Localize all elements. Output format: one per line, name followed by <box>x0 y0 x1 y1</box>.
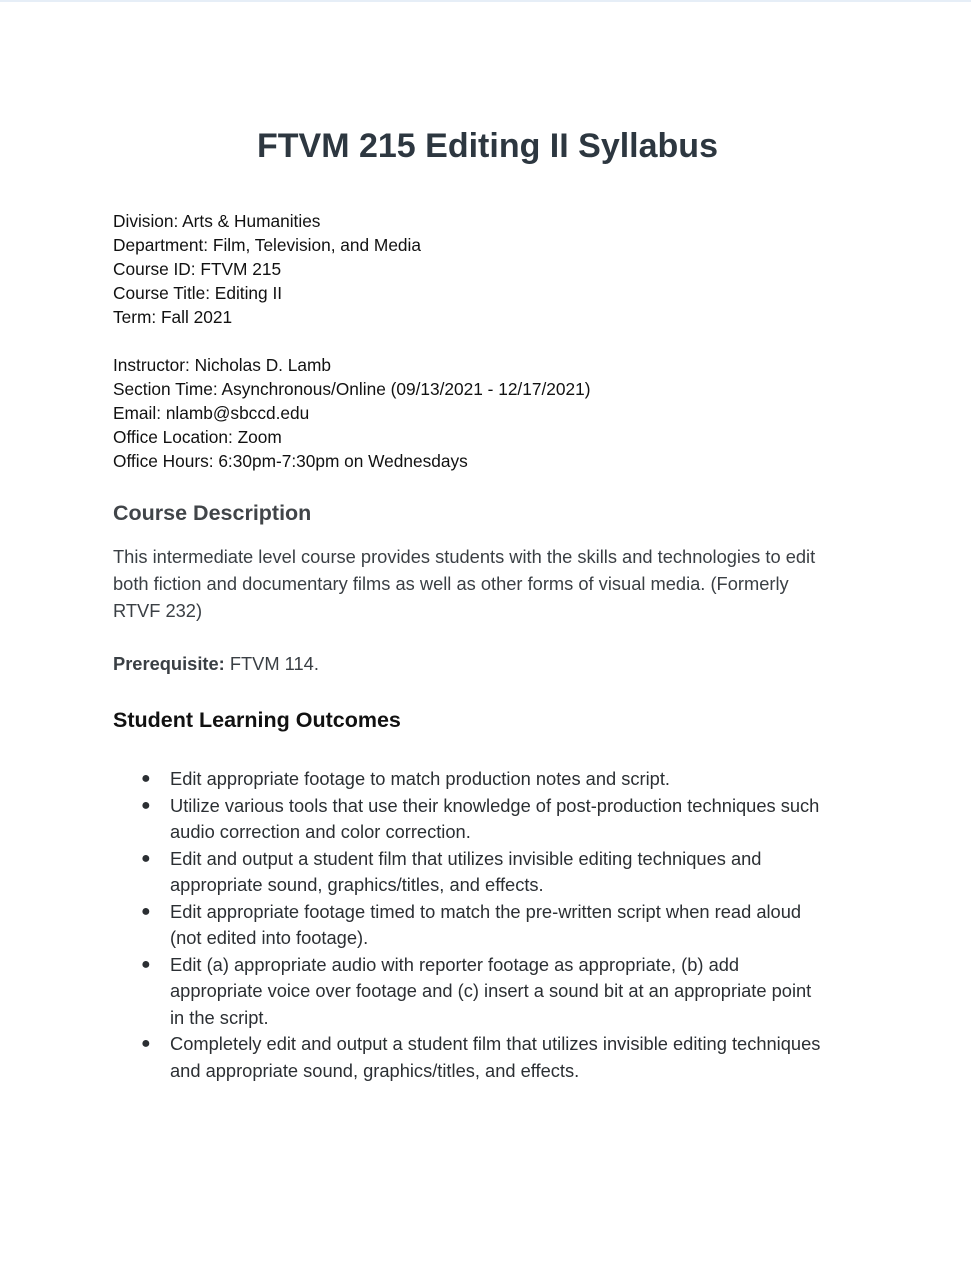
list-item-line: audio correction and color correction. <box>170 821 471 842</box>
list-item-line: and appropriate sound, graphics/titles, and effects. <box>170 1059 580 1081</box>
bullet-icon: ● <box>141 796 151 814</box>
list-item-line: Utilize various tools that use their knowledge of post-production techniques such <box>170 794 820 816</box>
course-description-text <box>113 543 858 624</box>
bullet-icon: ● <box>141 849 151 867</box>
list-item-line: in the script. <box>170 1006 269 1028</box>
course-title-line: Course Title: Editing II <box>113 283 283 303</box>
office-hours-line: Office Hours: 6:30pm-7:30pm on Wednesdays <box>113 451 468 471</box>
instructor-line: Instructor: Nicholas D. Lamb <box>113 355 332 375</box>
course-description-heading: Course Description <box>113 501 312 525</box>
course-id-line: Course ID: FTVM 215 <box>113 259 282 279</box>
list-item-line: Edit and output a student film that utilizes invisible editing techniques and <box>170 847 762 869</box>
list-item <box>113 952 858 1032</box>
email-line: Email: nlamb@sbccd.edu <box>113 403 310 423</box>
list-item <box>113 899 858 952</box>
description-line: RTVF 232) <box>113 600 203 621</box>
list-item-line: (not edited into footage). <box>170 927 369 948</box>
prerequisite-label: Prerequisite: <box>113 653 225 674</box>
description-line: both fiction and documentary films as well as other forms of visual media. (Formerly <box>113 573 789 594</box>
list-item <box>113 1031 858 1084</box>
learning-outcomes-list <box>113 766 858 1084</box>
learning-outcomes-heading: Student Learning Outcomes <box>113 708 401 732</box>
list-item-line: appropriate sound, graphics/titles, and effects. <box>170 874 544 895</box>
list-item-line: Edit appropriate footage timed to match the pre-written script when read aloud <box>170 900 802 922</box>
instructor-info-block <box>113 353 858 473</box>
list-item-line: appropriate voice over footage and (c) insert a sound bit at an appropriate point <box>170 980 812 1001</box>
list-item-line: Edit appropriate footage to match production notes and script. <box>170 768 670 789</box>
list-item <box>113 793 858 846</box>
course-info-block <box>113 209 858 329</box>
description-line: This intermediate level course provides students with the skills and technologies to edit <box>113 546 816 567</box>
bullet-icon: ● <box>141 1035 151 1052</box>
page-top-edge <box>0 0 971 2</box>
bullet-icon: ● <box>141 902 151 920</box>
list-item <box>113 766 858 793</box>
list-item-line: Edit (a) appropriate audio with reporter footage as appropriate, (b) add <box>170 953 740 975</box>
list-item-line: Completely edit and output a student film that utilizes invisible editing techniques <box>170 1033 821 1054</box>
document-title: FTVM 215 Editing II Syllabus <box>257 127 718 165</box>
list-item <box>113 846 858 899</box>
department-line: Department: Film, Television, and Media <box>113 235 421 255</box>
prerequisite <box>113 650 858 677</box>
section-time-line: Section Time: Asynchronous/Online (09/13/2021 - 12/17/2021) <box>113 379 591 399</box>
bullet-icon: ● <box>141 770 151 787</box>
prerequisite-value: FTVM 114. <box>224 653 319 674</box>
bullet-icon: ● <box>141 955 151 973</box>
office-location-line: Office Location: Zoom <box>113 427 282 447</box>
term-line: Term: Fall 2021 <box>113 307 233 327</box>
division-line: Division: Arts & Humanities <box>113 211 321 231</box>
